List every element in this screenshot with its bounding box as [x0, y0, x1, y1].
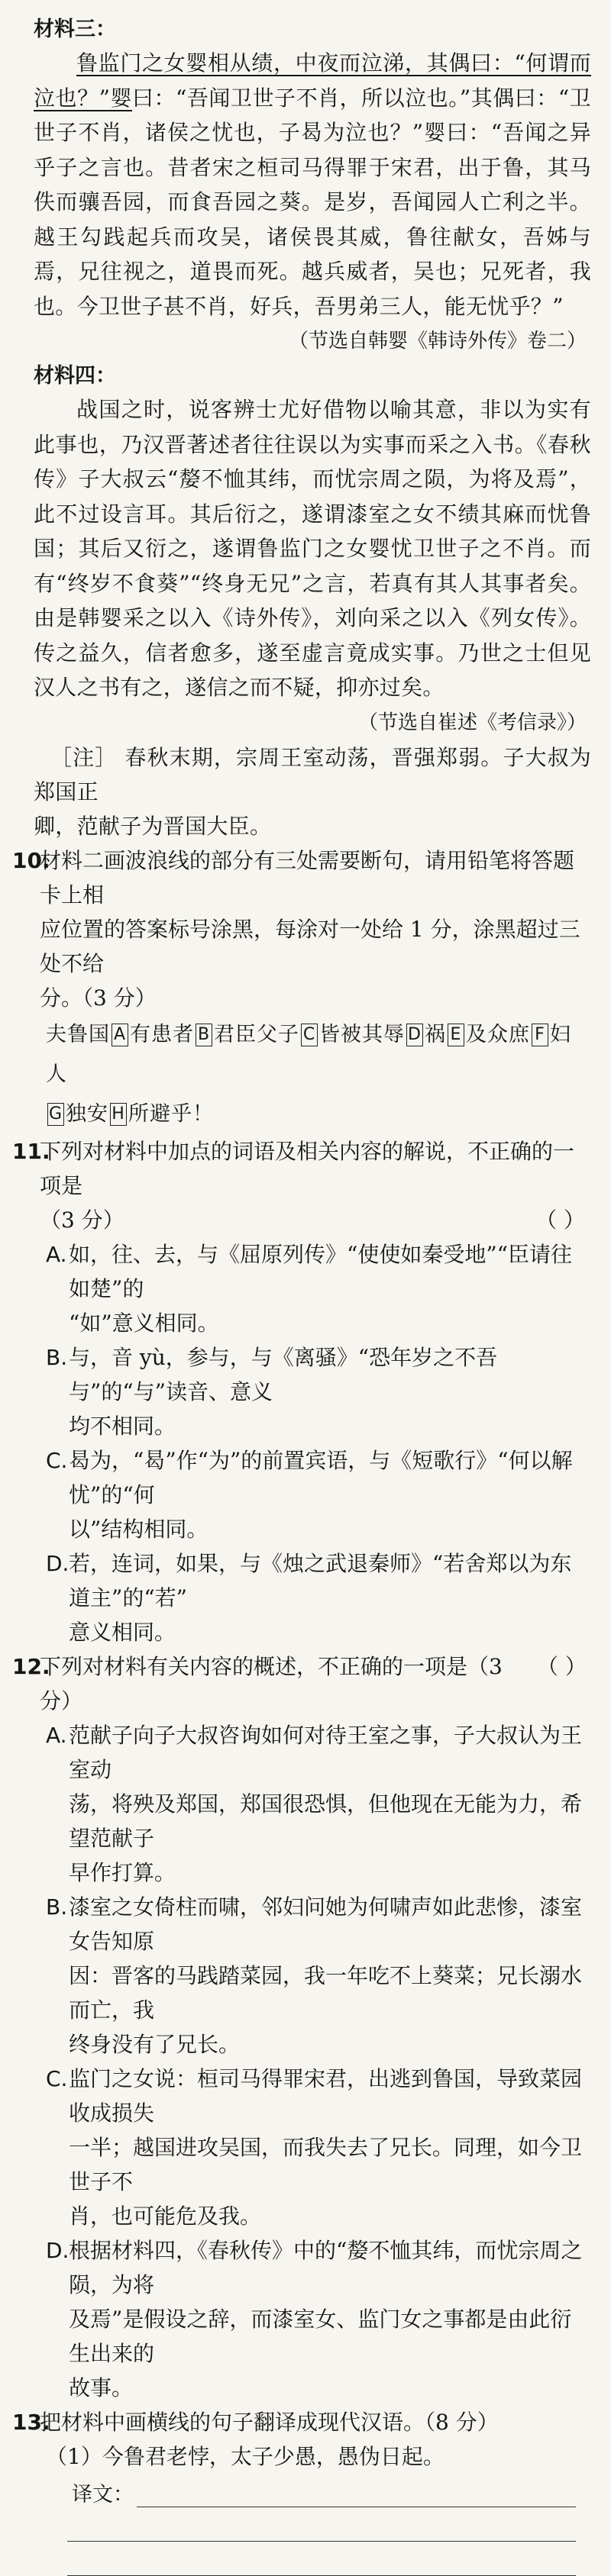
question-stem [40, 1649, 591, 1718]
option-text [69, 1443, 591, 1546]
question-number: 13. [12, 2409, 50, 2435]
segment: 皆被其辱 [319, 1022, 405, 1046]
option-letter: C. [46, 2065, 68, 2091]
option-c[interactable] [12, 2062, 591, 2233]
option-letter: B. [46, 1344, 68, 1370]
option-line: 均不相同。 [69, 1413, 176, 1439]
annotation-text: 卿，范献子为晋国大臣。 [34, 813, 272, 839]
answer-box-a[interactable]: A [112, 1024, 128, 1046]
question-number: 10. [12, 847, 50, 873]
material-four-text [34, 392, 591, 705]
option-d[interactable] [12, 1546, 591, 1649]
option-line: 监门之女说：桓司马得罪宋君，出逃到鲁国，导致菜园收成损失 [69, 2065, 583, 2126]
segment: 祸 [425, 1022, 446, 1046]
text-line: 汉晋著述者往往误以为实事而采之入书。《春秋传》子大叔云“嫠不 [34, 431, 591, 492]
option-line: 肖，也可能危及我。 [69, 2203, 262, 2229]
answer-box-g[interactable]: G [47, 1103, 64, 1126]
material-three-title: 材料三： [34, 18, 116, 41]
text-line: 矣。由是韩婴采之以入《诗外传》，刘向采之以入《列女传》。传之 [34, 570, 591, 666]
segment: 有患者 [130, 1022, 194, 1046]
stem-line: （3 分） [40, 1207, 124, 1233]
question-stem [40, 843, 591, 1015]
question-number: 12. [12, 1653, 50, 1679]
material-three-text [34, 46, 591, 324]
punctuation-line-2 [12, 1095, 591, 1134]
question-stem: 把材料中画横线的句子翻译成现代汉语。（8 分） [40, 2409, 499, 2435]
option-line: 故事。 [69, 2374, 134, 2400]
question-number: 11. [12, 1138, 50, 1164]
option-line: 意义相同。 [69, 1619, 176, 1645]
option-text [69, 2233, 591, 2405]
answer-line-2[interactable] [67, 2507, 576, 2542]
annotation-label: ［注］ [50, 744, 118, 770]
option-d[interactable] [12, 2233, 591, 2405]
question-10 [12, 843, 591, 1134]
stem-line: 材料二画波浪线的部分有三处需要断句，请用铅笔将答题卡上相 [40, 847, 575, 908]
answer-line-3[interactable] [67, 2542, 576, 2576]
option-line: 及焉”是假设之辞，而漆室女、监门女之事都是由此衍生出来的 [69, 2306, 572, 2366]
material-three [34, 14, 591, 359]
annotation-text: 春秋末期，宗周王室动荡，晋强郑弱。子大叔为郑国正 [34, 744, 592, 804]
option-line: 终身没有了兄长。 [69, 2031, 241, 2057]
option-letter: C. [46, 1447, 68, 1473]
answer-line-1[interactable] [12, 2474, 591, 2507]
segment: 妇人 [46, 1022, 571, 1086]
answer-box-c[interactable]: C [301, 1024, 318, 1046]
option-b[interactable] [12, 1340, 591, 1443]
segment: 及众庶 [466, 1022, 530, 1046]
option-letter: B. [46, 1894, 68, 1920]
answer-box-b[interactable]: B [196, 1024, 212, 1046]
option-b[interactable] [12, 1890, 591, 2062]
option-line: 曷为，“曷”作“为”的前置宾语，与《短歌行》“何以解忧”的“何 [69, 1447, 573, 1507]
stem-line: 下列对材料中加点的词语及相关内容的解说，不正确的一项是 [40, 1138, 575, 1198]
option-a[interactable] [12, 1237, 591, 1340]
segment: 所避乎！ [128, 1101, 214, 1126]
text-line: 肖，好兵，吾男弟三人，能无忧乎？” [206, 293, 564, 319]
option-letter: D. [46, 1550, 70, 1576]
question-stem [40, 1134, 591, 1237]
sub-question-1: （1）今鲁君老悖，太子少愚，愚伪日起。 [46, 2443, 445, 2469]
text-line: 子之不肖。而有“终岁不食葵”“终身无兄”之言，若真有其人其事者 [34, 536, 592, 596]
material-four [34, 360, 591, 740]
text-line: 漆室之女不绩其麻而忧鲁国；其后又衍之，遂谓鲁监门之女婴忧卫世 [34, 501, 591, 561]
text-line: 遂信之而不疑，抑亦过矣。 [185, 675, 445, 700]
option-c[interactable] [12, 1443, 591, 1546]
material-four-source: （节选自崔述《考信录》） [357, 711, 587, 734]
segment: 夫鲁国 [46, 1022, 110, 1046]
text-line: 鲁监门之女婴相从绩，中夜而泣涕，其偶曰：“何谓而泣也？”婴 [34, 50, 591, 111]
punctuation-line-1 [12, 1015, 591, 1095]
answer-rule[interactable] [137, 2485, 576, 2507]
material-three-source: （节选自韩婴《韩诗外传》卷二） [288, 330, 587, 353]
stem-line: 分。（3 分） [40, 985, 157, 1011]
answer-box-e[interactable]: E [448, 1024, 464, 1046]
text-line: 也，子曷为泣也？”婴曰：“吾闻之异乎子之言也。昔者宋之桓司马得 [34, 120, 591, 180]
option-line: 一半；越国进攻吴国，而我失去了兄长。同理，如今卫世子不 [69, 2134, 583, 2194]
option-line: 因：晋客的马践踏菜园，我一年吃不上葵菜；兄长溺水而亡，我 [69, 1962, 583, 2023]
option-line: 范献子向子大叔咨询如何对待王室之事，子大叔认为王室动 [69, 1722, 583, 1782]
option-text [69, 1718, 591, 1890]
answer-paren[interactable]: （ ） [537, 1653, 587, 1679]
segment: 独安 [66, 1101, 108, 1126]
option-text [69, 2062, 591, 2233]
answer-label: 译文： [72, 2482, 134, 2507]
option-letter: D. [46, 2237, 70, 2263]
option-line: 如，往、去，与《屈原列传》“使使如秦受地”“臣请往如楚”的 [69, 1241, 572, 1301]
option-text [69, 1890, 591, 2062]
answer-paren[interactable]: （ ） [535, 1207, 585, 1233]
option-text [69, 1237, 591, 1340]
option-letter: A. [46, 1722, 67, 1748]
option-a[interactable] [12, 1718, 591, 1890]
text-line: 亡利之半。越王勾践起兵而攻吴，诸侯畏其威，鲁往献女，吾姊与焉， [34, 189, 591, 284]
text-line: 战国之时，说客辨士尤好借物以喻其意，非以为实有此事也，乃 [34, 397, 591, 457]
answer-box-f[interactable]: F [532, 1024, 548, 1046]
question-11 [12, 1134, 591, 1649]
material-four-title: 材料四： [34, 364, 116, 388]
text-line: 恤其纬，而忧宗周之陨，为将及焉”，此不过设言耳。其后衍之，遂谓 [34, 466, 591, 527]
stem-line: 应位置的答案标号涂黑，每涂对一处给 1 分，涂黑超过三处不给 [40, 916, 580, 976]
option-line: 若，连词，如果，与《烛之武退秦师》“若舍郑以为东道主”的“若” [69, 1550, 572, 1610]
text-line: 益久，信者愈多，遂至虚言竟成实事。乃世之士但见汉人之书有之， [34, 640, 591, 700]
text-line: 曰：“吾闻卫世子不肖，所以泣也。”其偶曰：“卫世子不肖，诸侯之忧 [34, 85, 591, 145]
text-line: 兄往视之，道畏而死。越兵威者，吴也；兄死者，我也。今卫世子甚不 [34, 259, 591, 319]
option-line: 荡，将殃及郑国，郑国很恐惧，但他现在无能为力，希望范献子 [69, 1791, 583, 1851]
annotation [34, 740, 591, 843]
option-line: 根据材料四，《春秋传》中的“嫠不恤其纬，而忧宗周之陨，为将 [69, 2237, 583, 2297]
answer-box-h[interactable]: H [110, 1103, 127, 1126]
option-line: 与，音 yù，参与，与《离骚》“恐年岁之不吾与”的“与”读音、意义 [69, 1344, 498, 1404]
answer-box-d[interactable]: D [406, 1024, 423, 1046]
option-letter: A. [46, 1241, 67, 1267]
question-12 [12, 1649, 591, 2405]
option-text [69, 1340, 591, 1443]
question-13 [12, 2405, 591, 2576]
stem-line: 下列对材料有关内容的概述，不正确的一项是（3 分） [40, 1653, 503, 1714]
text-line: 罪于宋君，出于鲁，其马佚而骧吾园，而食吾园之葵。是岁，吾闻园人 [34, 154, 591, 214]
segment: 君臣父子 [214, 1022, 299, 1046]
option-line: 早作打算。 [69, 1859, 176, 1885]
option-line: “如”意义相同。 [69, 1310, 219, 1336]
option-line: 以”结构相同。 [69, 1516, 209, 1542]
option-text [69, 1546, 591, 1649]
option-line: 漆室之女倚柱而啸，邻妇问她为何啸声如此悲惨，漆室女告知原 [69, 1894, 583, 1954]
